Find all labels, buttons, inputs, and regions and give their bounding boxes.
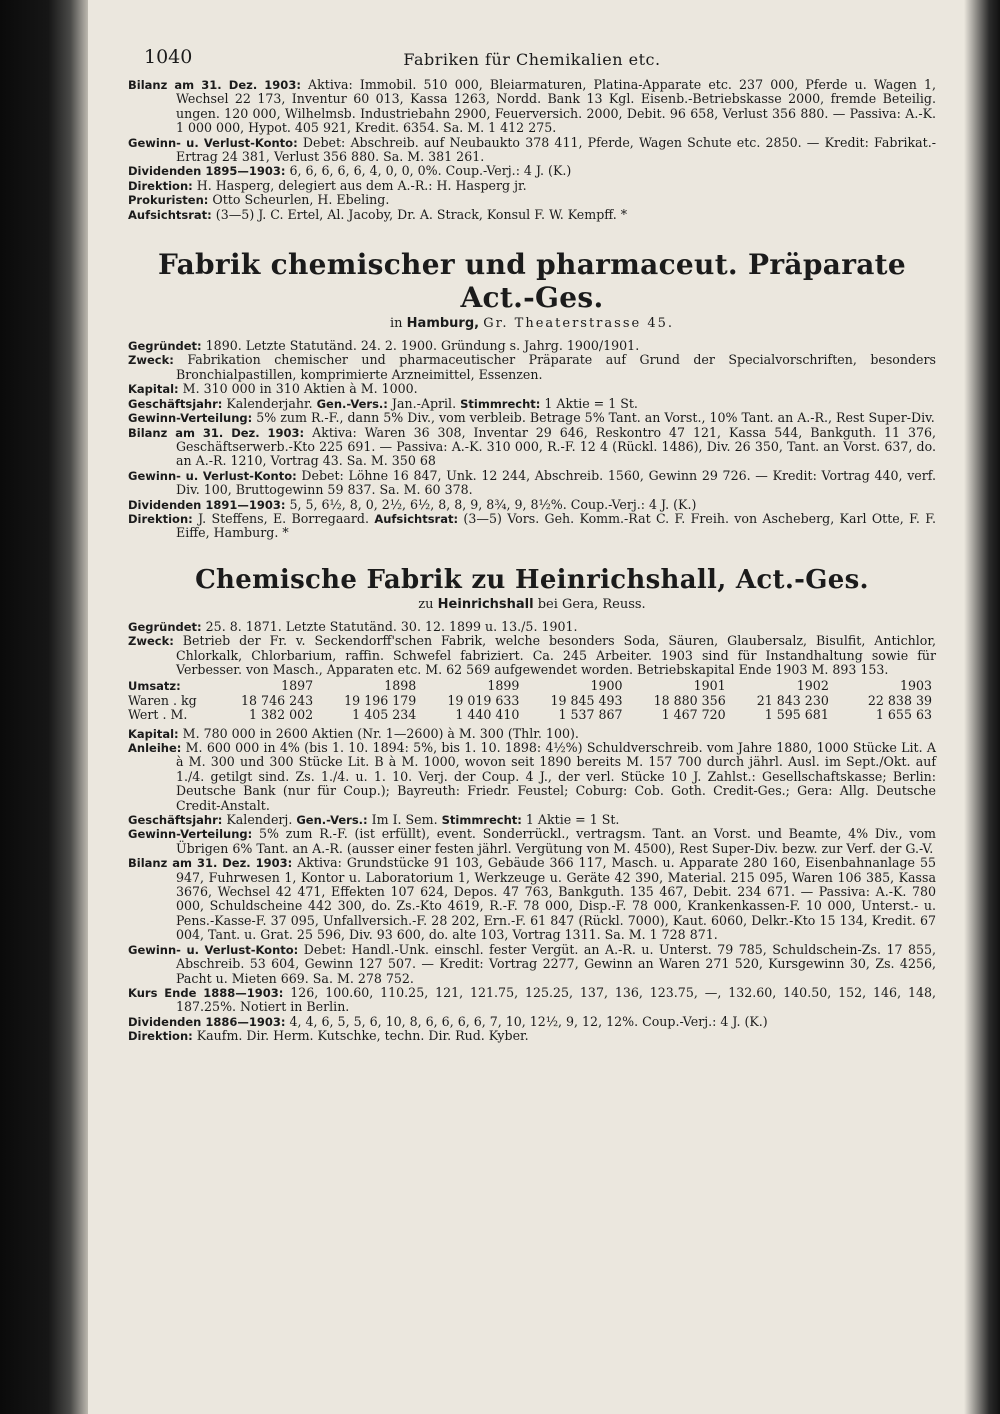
bilanz-label: Bilanz am 31. Dez. 1903: <box>128 425 305 440</box>
wert-cell: 1 655 63 <box>875 707 932 723</box>
umsatz-year: 1899 <box>487 678 520 694</box>
stimmrecht-text: 1 Aktie = 1 St. <box>544 395 638 411</box>
book-binding-shadow <box>0 0 88 1414</box>
kurs-text: 126, 100.60, 110.25, 121, 121.75, 125.25, 137, 136, 123.75, —, 132.60, 140.50, 152, 146, 148, 187.25%. Notiert in Berlin. <box>176 984 936 1015</box>
waren-cell: 19 196 179 <box>344 692 417 708</box>
kapital-text: M. 310 000 in 310 Aktien à M. 1000. <box>182 381 418 397</box>
aufsichtsrat-text: (3—5) J. C. Ertel, Al. Jacoby, Dr. A. Strack, Konsul F. W. Kempff. * <box>215 206 628 222</box>
waren-row-label: Waren . kg <box>128 692 197 708</box>
location-address: Gr. Theaterstrasse 45. <box>483 316 674 332</box>
dividenden-label: Dividenden 1895—1903: <box>128 164 286 179</box>
kapital-paragraph <box>128 382 936 396</box>
gewinn-verteilung-paragraph <box>128 411 936 425</box>
umsatz-year: 1903 <box>899 678 932 694</box>
gegruendet-text: 25. 8. 1871. Letzte Statutänd. 30. 12. 1899 u. 13./5. 1901. <box>205 618 578 634</box>
company-location <box>128 597 936 612</box>
prokuristen-paragraph <box>128 193 936 207</box>
company-title: Chemische Fabrik zu Heinrichshall, Act.-Ges. <box>195 564 869 595</box>
gewinn-verlust-paragraph <box>128 469 936 498</box>
aufsichtsrat-label: Aufsichtsrat: <box>374 511 459 526</box>
dividenden-paragraph <box>128 498 936 512</box>
aufsichtsrat-paragraph <box>128 208 936 222</box>
waren-cell: 18 746 243 <box>241 692 314 708</box>
gegruendet-label: Gegründet: <box>128 339 202 354</box>
dividenden-label: Dividenden 1891—1903: <box>128 497 286 512</box>
waren-cell: 21 843 230 <box>756 692 829 708</box>
location-prefix: zu <box>418 596 434 612</box>
gewinn-verlust-paragraph <box>128 136 936 165</box>
dividenden-text: 4, 4, 6, 5, 5, 6, 10, 8, 6, 6, 6, 6, 7, 10, 12½, 9, 12, 12%. Coup.-Verj.: 4 J. (K.) <box>289 1013 768 1029</box>
umsatz-year: 1901 <box>693 678 726 694</box>
gewinn-verteilung-text: 5% zum R.-F., dann 5% Div., vom verbleib. Betrage 5% Tant. an Vorst., 10% Tant. an A.-R., Rest Super-Div. <box>256 410 935 426</box>
gewinn-verteilung-paragraph <box>128 827 936 856</box>
gen-vers-text: Im I. Sem. <box>371 812 438 828</box>
gewinn-verlust-label: Gewinn- u. Verlust-Konto: <box>128 135 298 150</box>
umsatz-year: 1897 <box>281 678 314 694</box>
bilanz-text: Aktiva: Grundstücke 91 103, Gebäude 366 117, Masch. u. Apparate 280 160, Eisenbahnanlage 55 947, Fuhrwesen 1, Kontor u. Laboratorium 1, Werkzeuge u. Geräte 42 390, Material. 215 095, Waren 106 385, Kassa 3676, Wechsel 42 471, Effekten 107 624, Depos. 47 763, Bankguth. 135 467, Debit. 234 671. — Passiva: A.-K. 780 000, Schuldscheine 442 300, do. Zs.-Kto 4619, R.-F. 78 000, Disp.-F. 78 000, Krankenkassen-F. 10 000, Unterst.- u. Pens.-Kasse-F. 37 095, Unfallversich.-F. 28 202, Ern.-F. 61 847 (Rückl. 7000), Kaut. 6060, Delkr.-Kto 15 134, Kredit. 67 004, Tant. u. Grat. 25 596, Div. 93 600, do. alte 103, Vortrag 1311. Sa. M. 1 728 871. <box>176 855 936 943</box>
bilanz-paragraph <box>128 856 936 942</box>
bilanz-label: Bilanz am 31. Dez. 1903: <box>128 78 301 92</box>
direktion-paragraph <box>128 1029 936 1043</box>
bilanz-paragraph <box>128 78 936 136</box>
geschaeftsjahr-text: Kalenderjahr. <box>226 395 313 411</box>
waren-cell: 18 880 356 <box>653 692 726 708</box>
wert-cell: 1 382 002 <box>249 707 314 723</box>
wert-cell: 1 467 720 <box>661 707 726 723</box>
page-edge-shadow <box>964 0 1000 1414</box>
geschaeftsjahr-text: Kalenderj. <box>226 812 293 828</box>
dividenden-paragraph <box>128 1015 936 1029</box>
umsatz-year: 1898 <box>384 678 417 694</box>
prokuristen-text: Otto Scheurlen, H. Ebeling. <box>212 192 390 208</box>
company-location <box>128 316 936 331</box>
umsatz-label: Umsatz: <box>128 679 181 694</box>
gegruendet-paragraph <box>128 339 936 353</box>
waren-cell: 19 845 493 <box>550 692 623 708</box>
zweck-label: Zweck: <box>128 353 174 368</box>
stimmrecht-label: Stimmrecht: <box>441 813 522 828</box>
stimmrecht-label: Stimmrecht: <box>460 396 541 411</box>
geschaeftsjahr-label: Geschäftsjahr: <box>128 813 223 828</box>
bilanz-text: Aktiva: Waren 36 308, Inventar 29 646, Reskontro 47 121, Kassa 544, Bankguth. 11 376, Geschäftserwerb.-Kto 225 691. — Passiva: A.-K. 310 000, R.-F. 12 4 (Rückl. 1486), Div. 26 350, Tant. an Vorst. 637, do. an A.-R. 1210, Vortrag 43. Sa. M. 350 68 <box>176 424 936 469</box>
gewinn-verlust-label: Gewinn- u. Verlust-Konto: <box>128 942 299 957</box>
zweck-paragraph <box>128 353 936 382</box>
entry-heinrichshall <box>128 565 936 1044</box>
direktion-text: J. Steffens, E. Borregaard. <box>198 510 369 526</box>
kapital-label: Kapital: <box>128 726 179 741</box>
running-header <box>128 40 936 78</box>
geschaeftsjahr-paragraph <box>128 813 936 827</box>
kapital-label: Kapital: <box>128 382 179 397</box>
kapital-text: M. 780 000 in 2600 Aktien (Nr. 1—2600) à M. 300 (Thlr. 100). <box>182 725 579 741</box>
location-prefix: in <box>390 316 403 332</box>
entry-hamburg <box>128 248 936 541</box>
zweck-text: Betrieb der Fr. v. Seckendorff'schen Fabrik, welche besonders Soda, Säuren, Glaubersalz, Bisulfit, Antichlor, Chlorkalk, Chlorbarium, raffin. Schwefel fabriziert. Ca. 245 Arbeiter. 1903 sind für Instandhaltung sowie für Verbesser. von Masch., Apparaten etc. M. 62 569 aufgewendet worden. Betriebskapital Ende 1903 M. 893 153. <box>176 633 936 677</box>
dividenden-paragraph <box>128 164 936 178</box>
wert-cell: 1 405 234 <box>352 707 417 723</box>
city-name: Heinrichshall <box>437 596 534 612</box>
gewinn-verlust-text: Debet: Löhne 16 847, Unk. 12 244, Abschreib. 1560, Gewinn 29 726. — Kredit: Vortrag 440, verf. Div. 100, Bruttogewinn 59 837. Sa. M. 60 378. <box>176 467 936 498</box>
company-title: Fabrik chemischer und pharmaceut. Präparate Act.-Ges. <box>157 248 907 315</box>
kurs-paragraph <box>128 986 936 1015</box>
zweck-label: Zweck: <box>128 634 174 649</box>
gen-vers-label: Gen.-Vers.: <box>296 813 368 828</box>
gegruendet-label: Gegründet: <box>128 619 202 634</box>
wert-cell: 1 537 867 <box>558 707 623 723</box>
zweck-paragraph <box>128 634 936 677</box>
direktion-text: Kaufm. Dir. Herm. Kutschke, techn. Dir. Rud. Kyber. <box>196 1028 529 1044</box>
direktion-label: Direktion: <box>128 1029 193 1044</box>
anleihe-text: M. 600 000 in 4% (bis 1. 10. 1894: 5%, bis 1. 10. 1898: 4½%) Schuldverschreib. vom Jahre 1880, 1000 Stücke Lit. A à M. 300 und 300 Stücke Lit. B à M. 1000, wovon seit 1890 bereits M. 157 700 durch jährl. Ausl. im Sept./Okt. auf 1./4. getilgt sind. Zs. 1./4. u. 1. 10. Verj. der Coup. 4 J., der verl. Stücke 10 J. Zahlst.: Gesellschaftskasse; Berlin: Deutsche Bank (nur für Coup.); Bayreuth: Friedr. Feustel; Coburg: Cob. Goth. Credit-Ges.; Gera: Allg. Deutsche Credit-Anstalt. <box>176 740 936 813</box>
kapital-paragraph <box>128 727 936 741</box>
waren-cell: 19 019 633 <box>447 692 520 708</box>
entry-continuation <box>128 78 936 222</box>
geschaeftsjahr-label: Geschäftsjahr: <box>128 396 223 411</box>
direktion-text: H. Hasperg, delegiert aus dem A.-R.: H. Hasperg jr. <box>196 177 527 193</box>
umsatz-year: 1900 <box>590 678 623 694</box>
city-name: Hamburg, <box>406 316 480 332</box>
aufsichtsrat-label: Aufsichtsrat: <box>128 207 212 222</box>
gewinn-verteilung-label: Gewinn-Verteilung: <box>128 411 253 426</box>
running-title: Fabriken für Chemikalien etc. <box>403 50 661 69</box>
wert-cell: 1 595 681 <box>764 707 829 723</box>
prokuristen-label: Prokuristen: <box>128 193 209 208</box>
direktion-label: Direktion: <box>128 511 193 526</box>
direktion-paragraph <box>128 179 936 193</box>
page-number: 1040 <box>144 46 193 68</box>
aufsichtsrat-text: (3—5) Vors. Geh. Komm.-Rat C. F. Freih. von Ascheberg, Karl Otte, F. F. Eiffe, Hamburg. * <box>176 510 936 541</box>
direktion-label: Direktion: <box>128 178 193 193</box>
direktion-paragraph <box>128 512 936 541</box>
dividenden-text: 5, 5, 6½, 8, 0, 2½, 6½, 8, 8, 9, 8¾, 9, 8½%. Coup.-Verj.: 4 J. (K.) <box>289 496 697 512</box>
gewinn-verteilung-text: 5% zum R.-F. (ist erfüllt), event. Sonderrückl., vertragsm. Tant. an Vorst. und Beamte, 4% Div., vom Übrigen 6% Tant. an A.-R. (ausser einer festen jährl. Vergütung von M. 4500), Rest Super-Div. bezw. zur Verf. der G.-V. <box>176 826 936 856</box>
geschaeftsjahr-paragraph <box>128 397 936 411</box>
bilanz-label: Bilanz am 31. Dez. 1903: <box>128 856 293 871</box>
gewinn-verlust-text: Debet: Abschreib. auf Neubaukto 378 411, Pferde, Wagen Schute etc. 2850. — Kredit: Fabrikat.-Ertrag 24 381, Verlust 356 880. Sa. M. 381 261. <box>176 134 937 165</box>
dividenden-text: 6, 6, 6, 6, 6, 4, 0, 0, 0%. Coup.-Verj.: 4 J. (K.) <box>289 163 572 179</box>
bilanz-paragraph <box>128 426 936 469</box>
zweck-text: Fabrikation chemischer und pharmaceutischer Präparate auf Grund der Specialvorschriften, besonders Bronchialpastillen, komprimierte Arzneimittel, Essenzen. <box>176 352 936 382</box>
gewinn-verlust-label: Gewinn- u. Verlust-Konto: <box>128 468 297 483</box>
gewinn-verteilung-label: Gewinn-Verteilung: <box>128 827 253 842</box>
location-address: bei Gera, Reuss. <box>537 596 646 612</box>
kurs-label: Kurs Ende 1888—1903: <box>128 985 284 1000</box>
wert-cell: 1 440 410 <box>455 707 520 723</box>
page-content <box>128 40 936 1044</box>
gegruendet-paragraph <box>128 620 936 634</box>
umsatz-year: 1902 <box>796 678 829 694</box>
anleihe-paragraph <box>128 741 936 813</box>
gen-vers-text: Jan.-April. <box>391 395 457 411</box>
anleihe-label: Anleihe: <box>128 741 182 755</box>
waren-cell: 22 838 39 <box>867 692 932 708</box>
umsatz-table <box>128 679 936 722</box>
bilanz-text: Aktiva: Immobil. 510 000, Bleiarmaturen, Platina-Apparate etc. 237 000, Pferde u. Wagen 1, Wechsel 22 173, Inventur 60 013, Kassa 1263, Nordd. Bank 13 Kgl. Eisenb.-Betriebskasse 2000, fremde Beteilig. ungen. 120 000, Wilhelmsb. Industriebahn 2900, Feuerversich. 2000, Debit. 96 658, Verlust 356 880. — Passiva: A.-K. 1 000 000, Hypot. 405 921, Kredit. 6354. Sa. M. 1 412 275. <box>176 77 936 136</box>
gewinn-verlust-paragraph <box>128 943 936 986</box>
gen-vers-label: Gen.-Vers.: <box>316 396 388 411</box>
gegruendet-text: 1890. Letzte Statutänd. 24. 2. 1900. Gründung s. Jahrg. 1900/1901. <box>205 338 640 354</box>
wert-row-label: Wert . M. <box>128 707 188 723</box>
dividenden-label: Dividenden 1886—1903: <box>128 1014 286 1029</box>
stimmrecht-text: 1 Aktie = 1 St. <box>525 812 620 828</box>
gewinn-verlust-text: Debet: Handl.-Unk. einschl. fester Vergüt. an A.-R. u. Unterst. 79 785, Schuldschein-Zs. 17 855, Abschreib. 53 604, Gewinn 127 507. — Kredit: Vortrag 2277, Gewinn an Waren 271 520, Kursgewinn 30, Zs. 4256, Pacht u. Mieten 669. Sa. M. 278 752. <box>176 941 937 986</box>
